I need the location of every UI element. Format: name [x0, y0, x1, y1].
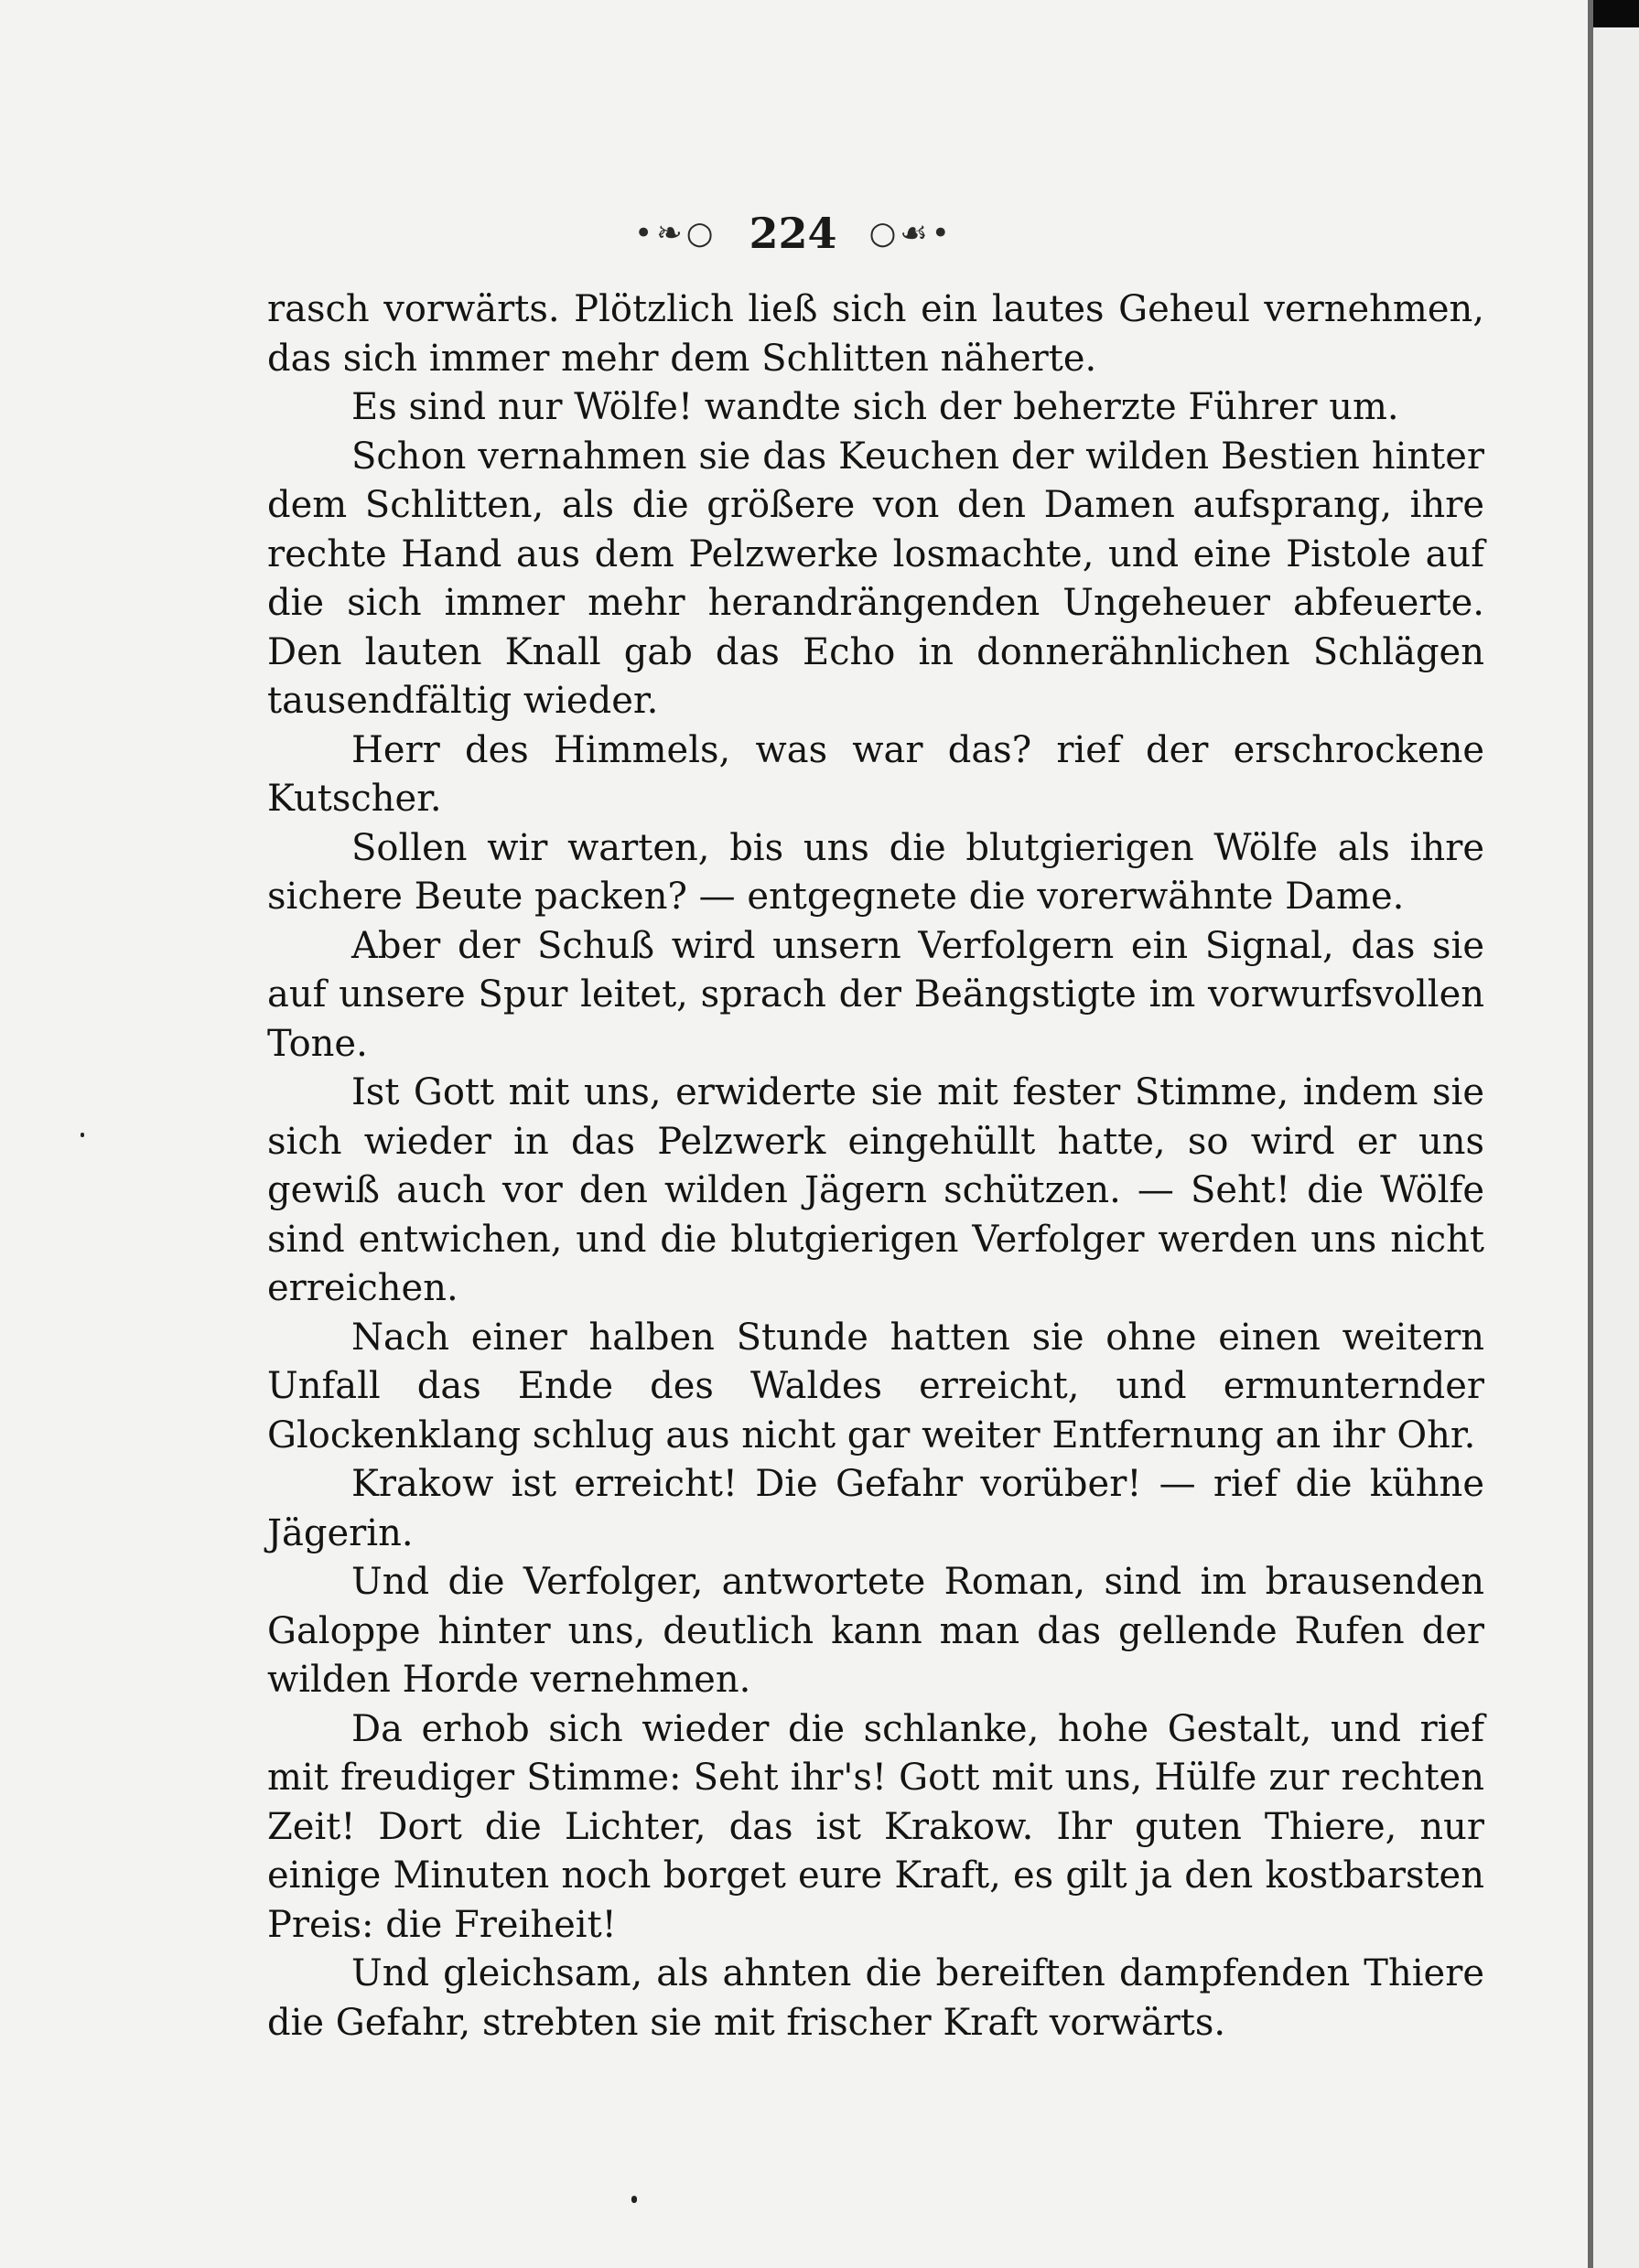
header-ornament-left: •❧○: [634, 215, 717, 252]
header-ornament-right: ○☙•: [868, 215, 954, 252]
print-speck: [81, 1133, 84, 1137]
paragraph: Schon vernahmen sie das Keuchen der wilden Bestien hinter dem Schlitten, als die größere von den Damen aufsprang, ihre rechte Hand aus dem Pelzwerke losmachte, und eine Pistole auf die sich immer mehr herandrängenden Ungeheuer abfeuerte. Den lauten Knall gab das Echo in donnerähnlichen Schlägen tausendfältig wieder.: [267, 435, 1484, 722]
paragraph: rasch vorwärts. Plötzlich ließ sich ein lautes Geheul vernehmen, das sich immer mehr dem Schlitten näherte.: [267, 288, 1484, 380]
paragraph: Und gleichsam, als ahnten die bereiften dampfenden Thiere die Gefahr, strebten sie mit frischer Kraft vorwärts.: [267, 1952, 1484, 2044]
paragraph: Herr des Himmels, was war das? rief der erschrockene Kutscher.: [267, 728, 1484, 820]
body-text: [267, 285, 1484, 2048]
paragraph: Krakow ist erreicht! Die Gefahr vorüber! — rief die kühne Jägerin.: [267, 1463, 1484, 1554]
paragraph: Und die Verfolger, antwortete Roman, sind im brausenden Galoppe hinter uns, deutlich kann man das gellende Rufen der wilden Horde vernehmen.: [267, 1561, 1484, 1701]
print-speck: [631, 2196, 637, 2203]
page-header: [0, 209, 1588, 273]
paragraph: Es sind nur Wölfe! wandte sich der beherzte Führer um.: [351, 386, 1399, 428]
page-number: 224: [749, 209, 837, 258]
paragraph: Ist Gott mit uns, erwiderte sie mit fester Stimme, indem sie sich wieder in das Pelzwerk eingehüllt hatte, so wird er uns gewiß auch vor den wilden Jägern schützen. — Seht! die Wölfe sind entwichen, und die blutgierigen Verfolger werden uns nicht erreichen.: [267, 1071, 1484, 1309]
adjacent-page-edge: [1593, 27, 1639, 2268]
paragraph: Nach einer halben Stunde hatten sie ohne einen weitern Unfall das Ende des Waldes erreicht, und ermunternder Glockenklang schlug aus nicht gar weiter Entfernung an ihr Ohr.: [267, 1316, 1484, 1456]
paragraph: Aber der Schuß wird unsern Verfolgern ein Signal, das sie auf unsere Spur leitet, sprach der Beängstigte im vorwurfsvollen Tone.: [267, 924, 1484, 1065]
paragraph: Da erhob sich wieder die schlanke, hohe Gestalt, und rief mit freudiger Stimme: Seht ihr's! Gott mit uns, Hülfe zur rechten Zeit! Dort die Lichter, das ist Krakow. Ihr guten Thiere, nur einige Minuten noch borget eure Kraft, es gilt ja den kostbarsten Preis: die Freiheit!: [267, 1707, 1484, 1946]
paragraph: Sollen wir warten, bis uns die blutgierigen Wölfe als ihre sichere Beute packen? — entgegnete die vorerwähnte Dame.: [267, 826, 1484, 918]
